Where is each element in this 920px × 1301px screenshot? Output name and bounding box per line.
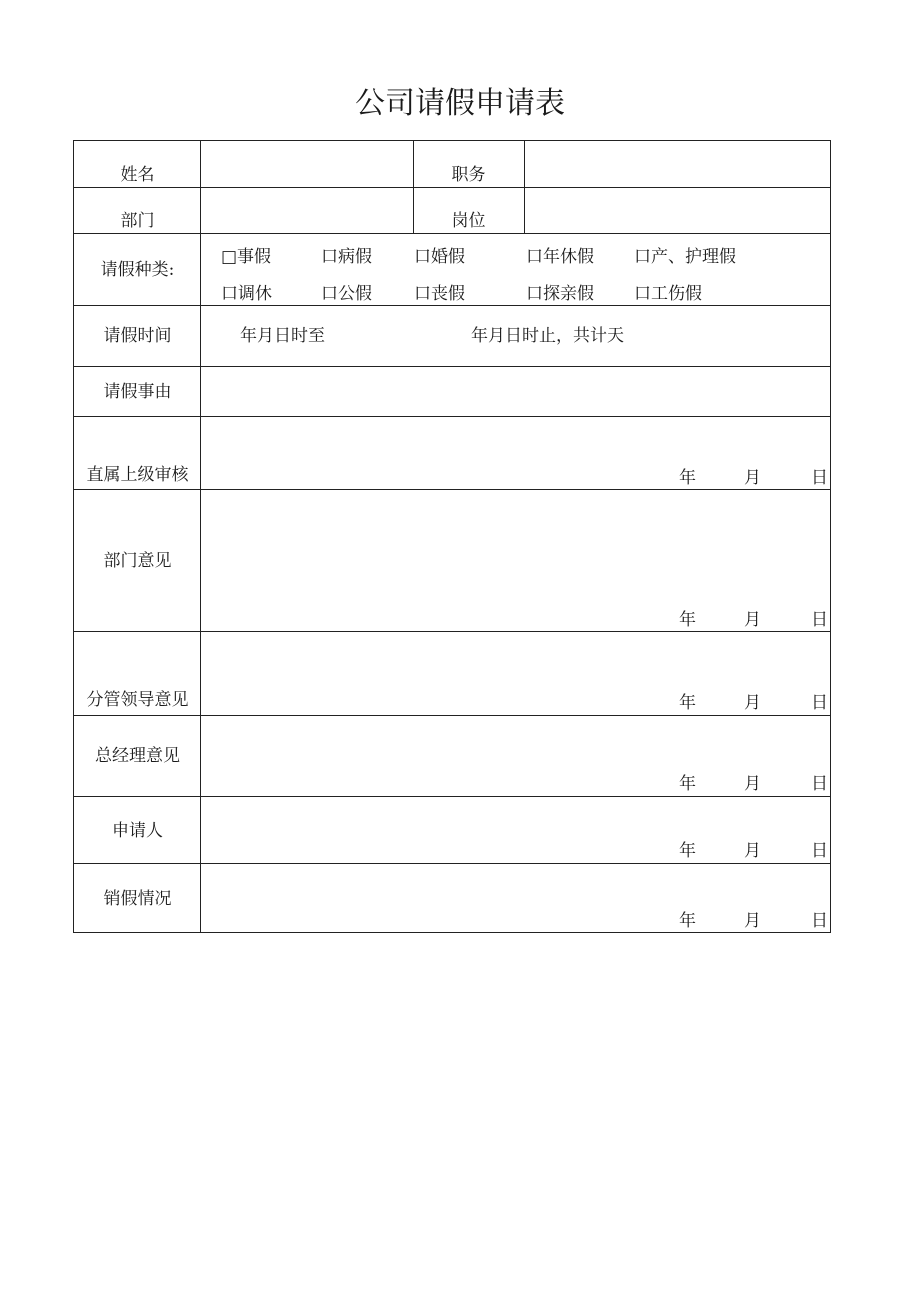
date-day: 日: [811, 774, 828, 794]
department-label: 部门: [120, 211, 155, 231]
leave-time-to[interactable]: 年月日时止，共计天: [471, 326, 624, 346]
leave-time-label: 请假时间: [103, 326, 172, 346]
date-year: 年: [679, 841, 696, 861]
leave-option-personal[interactable]: □事假: [221, 247, 272, 267]
column-divider: [524, 141, 525, 233]
leave-option-compensatory[interactable]: 口调休: [221, 284, 272, 304]
date-year: 年: [679, 774, 696, 794]
leave-option-annual[interactable]: 口年休假: [526, 247, 594, 267]
date-month: 月: [744, 841, 761, 861]
department-field[interactable]: [206, 211, 406, 231]
date-day: 日: [811, 911, 828, 931]
leave-option-family-visit[interactable]: 口探亲假: [526, 284, 594, 304]
row-divider: [74, 233, 830, 234]
date-year: 年: [679, 610, 696, 630]
department-opinion-label: 部门意见: [103, 551, 172, 571]
name-field[interactable]: [206, 165, 406, 185]
row-divider: [74, 187, 830, 188]
leave-option-sick[interactable]: 口病假: [321, 247, 372, 267]
leave-option-maternity[interactable]: 口产、护理假: [634, 247, 736, 267]
row-divider: [74, 796, 830, 797]
leave-option-marriage[interactable]: 口婚假: [414, 247, 465, 267]
leave-type-label: 请假种类:: [100, 260, 175, 280]
leave-option-bereavement[interactable]: 口丧假: [414, 284, 465, 304]
date-year: 年: [679, 693, 696, 713]
leave-cancellation-label: 销假情况: [103, 889, 172, 909]
row-divider: [74, 863, 830, 864]
row-divider: [74, 631, 830, 632]
date-day: 日: [811, 610, 828, 630]
position-field[interactable]: [530, 165, 820, 185]
date-day: 日: [811, 693, 828, 713]
reason-field[interactable]: [206, 374, 822, 410]
row-divider: [74, 305, 830, 306]
general-manager-opinion-label: 总经理意见: [95, 746, 180, 766]
reason-label: 请假事由: [103, 382, 172, 402]
date-month: 月: [744, 468, 761, 488]
leave-form-table: [73, 140, 831, 933]
date-month: 月: [744, 610, 761, 630]
position-label: 职务: [451, 165, 486, 185]
supervisor-approval-label: 直属上级审核: [86, 465, 189, 485]
leave-option-official[interactable]: 口公假: [321, 284, 372, 304]
row-divider: [74, 715, 830, 716]
date-year: 年: [679, 911, 696, 931]
applicant-label: 申请人: [112, 821, 163, 841]
leader-opinion-label: 分管领导意见: [86, 690, 189, 710]
date-month: 月: [744, 911, 761, 931]
date-year: 年: [679, 468, 696, 488]
row-divider: [74, 416, 830, 417]
post-field[interactable]: [530, 211, 820, 231]
row-divider: [74, 489, 830, 490]
page-title: 公司请假申请表: [355, 86, 565, 121]
date-month: 月: [744, 693, 761, 713]
date-day: 日: [811, 468, 828, 488]
row-divider: [74, 366, 830, 367]
leave-time-from[interactable]: 年月日时至: [240, 326, 325, 346]
leave-option-work-injury[interactable]: 口工伤假: [634, 284, 702, 304]
post-label: 岗位: [451, 211, 486, 231]
date-day: 日: [811, 841, 828, 861]
name-label: 姓名: [120, 165, 155, 185]
date-month: 月: [744, 774, 761, 794]
